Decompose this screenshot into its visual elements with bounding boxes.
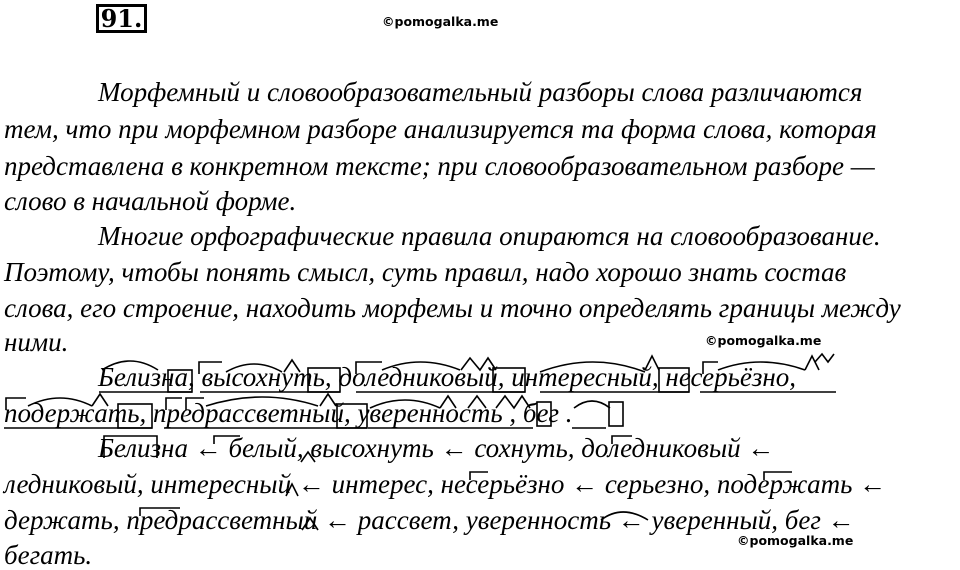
prefix-mark <box>199 362 222 374</box>
derivation-mark <box>601 512 648 520</box>
watermark: ©pomogalka.me <box>382 14 499 29</box>
watermark: ©pomogalka.me <box>705 333 822 348</box>
suffix-mark <box>92 394 108 406</box>
derivation-line: держать, предрассветный ← рассвет, уверенность ← уверенный, бег ← <box>4 505 855 535</box>
exercise-number: 91. <box>96 4 147 33</box>
suffix-mark <box>320 394 336 406</box>
watermark: ©pomogalka.me <box>737 533 854 548</box>
suffix-mark <box>496 396 530 408</box>
paragraph-line: тем, что при морфемном разборе анализируется та форма слова, которая <box>4 114 877 144</box>
ending-box-mark <box>337 404 367 428</box>
derivation-mark <box>214 436 240 444</box>
suffix-mark <box>805 356 819 370</box>
root-arc-mark <box>206 397 318 406</box>
root-arc-mark <box>370 400 440 408</box>
ending-box-mark <box>493 368 525 392</box>
derivation-mark <box>302 518 318 530</box>
suffix-mark <box>284 360 300 372</box>
derivation-mark <box>764 472 792 480</box>
root-arc-mark <box>574 401 610 408</box>
paragraph-line: ними. <box>4 327 69 357</box>
derivation-line: Белизна ← белый, высохнуть ← сохнуть, доледниковый ← <box>98 433 775 463</box>
derivation-mark <box>612 436 632 444</box>
paragraph-line: Поэтому, чтобы понять смысл, суть правил, надо хорошо знать состав <box>4 257 847 287</box>
suffix-mark <box>461 358 496 370</box>
paragraph-line: Морфемный и словообразовательный разборы слова различаются <box>98 77 863 107</box>
root-arc-mark <box>382 362 460 370</box>
derivation-mark <box>140 508 180 516</box>
prefix-mark <box>166 398 182 410</box>
prefix-mark <box>356 362 382 374</box>
ending-box-mark <box>168 370 192 392</box>
suffix-mark <box>815 354 834 362</box>
derivation-line: ледниковый, интересный ← интерес, несерьёзно ← серьезно, подержать ← <box>4 469 887 499</box>
prefix-mark <box>6 398 26 410</box>
paragraph-line: представлена в конкретном тексте; при словообразовательном разборе — <box>4 151 875 181</box>
ending-box-mark <box>118 404 152 428</box>
ending-box-mark <box>609 402 623 426</box>
root-arc-mark <box>540 362 645 372</box>
prefix-mark <box>703 362 718 374</box>
ending-box-mark <box>659 368 689 392</box>
paragraph-line: слова, его строение, находить морфемы и точно определять границы между <box>4 293 901 323</box>
root-arc-mark <box>718 362 805 370</box>
derivation-mark <box>301 452 315 462</box>
root-arc-mark <box>28 398 92 406</box>
root-arc-mark <box>102 361 158 370</box>
paragraph-line: слово в начальной форме. <box>4 186 297 216</box>
morpheme-line: Белизна, высохнуть, доледниковый, интересный, несерьёзно, <box>98 362 797 392</box>
suffix-mark <box>440 396 456 408</box>
derivation-mark <box>286 484 298 496</box>
ending-box-mark <box>308 368 340 392</box>
derivation-mark <box>104 436 157 458</box>
morpheme-line: подержать, предрассветный, уверенность , бег . <box>4 398 573 428</box>
ending-box-mark <box>537 402 551 426</box>
derivation-line: бегать. <box>4 540 93 570</box>
root-arc-mark <box>226 364 282 372</box>
paragraph-line: Многие орфографические правила опираются на словообразование. <box>98 221 881 251</box>
derivation-mark <box>470 472 488 480</box>
suffix-mark <box>468 396 486 408</box>
suffix-mark <box>645 356 659 370</box>
prefix-mark <box>186 398 204 410</box>
